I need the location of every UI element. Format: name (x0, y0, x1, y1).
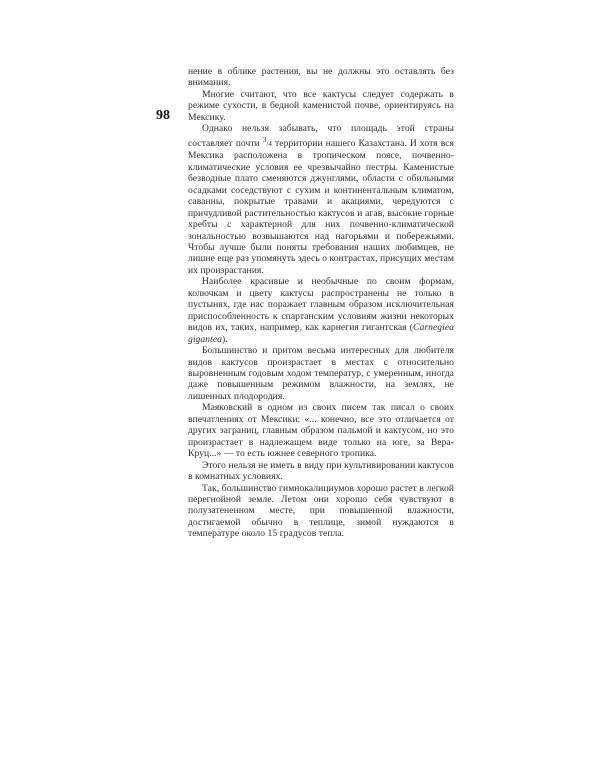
latin-species-name: Carnegiea gigantea (188, 322, 454, 345)
paragraph-6: Маяковский в одном из своих писем так писал о своих впечатлениях от Мексики: «... конечно, все это отличается от других заграниц, главным образом пальмой и кактусом, но это произрастает в надлежащем виде только на юге, за Вера-Круц...» — то есть южнее северного тропика. (188, 402, 454, 460)
fraction-denominator: 4 (268, 139, 272, 148)
paragraph-4-start: Наиболее красивые и необычные по своим формам, колючкам и цвету кактусы распространены не только в пустынях, где нас поражает главным образом исключительная приспособленность к спартанским условиям жизни некоторых видов их, таких, например, как карнегия гигантская ( (188, 276, 454, 334)
paragraph-3-rest: территории нашего Казахстана. И хотя вся Мексика расположена в тропическом поясе, почвенно-климатические условия ее чрезвычайно пестры. Каменистые безводные плато сменяются джунглями, области с обильными осадками соседствуют с сухим и континентальным климатом, саванны, покрытые травами и акациями, чередуются с причудливой растительностью кактусов и агав, высокие горные хребты с характерной для них почвенно-климатической зональностью возвышаются над нагорьями и побережьями. Чтобы лучше были поняты требования наших любимцев, не лишне еще раз упомянуть здесь о контрастах, присущих местам их произрастания. (188, 137, 455, 276)
paragraph-4 (188, 276, 454, 345)
paragraph-4-end: ). (221, 333, 228, 345)
fraction-numerator: 3 (262, 135, 267, 144)
paragraph-3: Однако нельзя забывать, что площадь этой страны составляет почти $^3$/4 территории нашего Казахстана. И хотя вся Мексика расположена в тропическом поясе, почвенно-климатические условия ее чрезвычайно пестры. Каменистые безводные плато сменяются джунглями, области с обильными осадками соседствуют с сухим и континентальным климатом, саванны, покрытые травами и акациями, чередуются с причудливой растительностью кактусов и агав, высокие горные хребты с характерной для них почвенно-климатической зональностью возвышаются над нагорьями и побережьями. Чтобы лучше были поняты требования наших любимцев, не лишне еще раз упомянуть здесь о контрастах, присущих местам их произрастания. (188, 123, 455, 276)
page-number: 98 (156, 108, 170, 123)
paragraph-1: нение в облике растения, вы не должны это оставлять без внимания. (188, 66, 454, 89)
body-text (188, 66, 454, 540)
paragraph-7: Этого нельзя не иметь в виду при культивировании кактусов в комнатных условиях. (188, 459, 454, 483)
paragraph-8: Так, большинство гимнокалициумов хорошо растет в легкой перегнойной земле. Летом они хорошо себя чувствуют в полузатененном месте, при повышенной влажности, достигаемой обычно в теплице, зимой нуждаются в температуре около 15 градусов тепла. (188, 482, 454, 540)
paragraph-2: Многие считают, что все кактусы следует содержать в режиме сухости, в бедной каменистой почве, ориентируясь на Мексику. (188, 88, 454, 123)
paragraph-5: Большинство и притом весьма интересных для любителя видов кактусов произрастает в местах с относительно выровненным годовым ходом температур, с умеренным, иногда даже повышенным режимом влажности, на землях, не лишенных плодородия. (188, 345, 454, 402)
paragraph-3-start: Однако нельзя забывать, что площадь этой страны составляет почти (188, 123, 454, 149)
